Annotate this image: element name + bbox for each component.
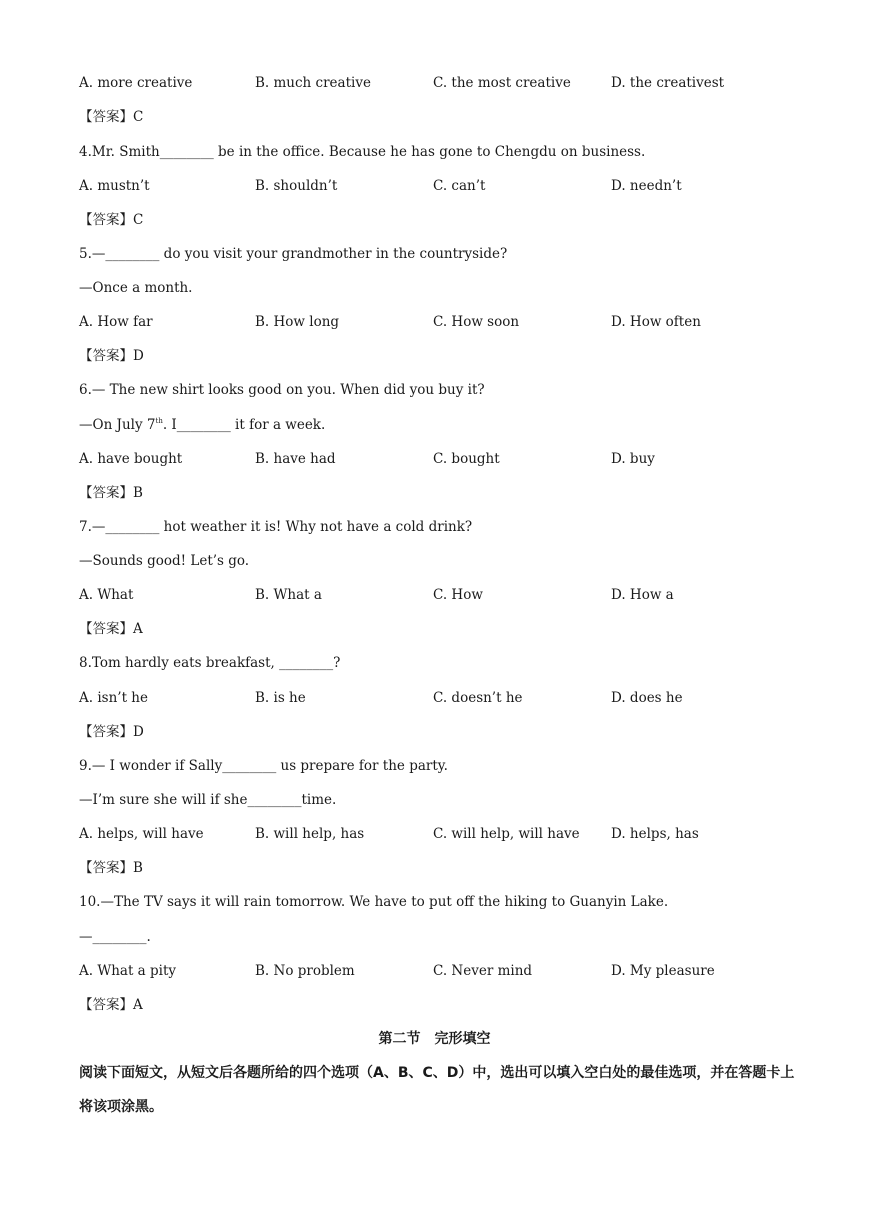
- q7-option-a: A. What: [79, 587, 134, 603]
- q9-answer: 【答案】B: [79, 860, 143, 876]
- q10-option-c: C. Never mind: [433, 963, 533, 979]
- q6-option-b: B. have had: [255, 451, 336, 467]
- q5-answer: 【答案】D: [79, 348, 144, 364]
- q3-option-c: C. the most creative: [433, 75, 571, 91]
- q3-option-a: A. more creative: [79, 75, 193, 91]
- q9-option-d: D. helps, has: [611, 826, 699, 842]
- q6-option-c: C. bought: [433, 451, 500, 467]
- q6-reply-after: . I________ it for a week.: [162, 417, 326, 433]
- q5-option-b: B. How long: [255, 314, 340, 330]
- q5-reply: —Once a month.: [79, 280, 193, 296]
- q5-option-d: D. How often: [611, 314, 701, 330]
- q7-option-c: C. How: [433, 587, 483, 603]
- q6-answer: 【答案】B: [79, 485, 143, 501]
- q4-option-d: D. needn’t: [611, 178, 682, 194]
- q3-answer: 【答案】C: [79, 109, 144, 125]
- q8-options: [79, 688, 819, 708]
- q5-options: [79, 312, 819, 332]
- q4-stem: 4.Mr. Smith________ be in the office. Because he has gone to Chengdu on business.: [79, 144, 646, 160]
- q10-answer: 【答案】A: [79, 997, 143, 1013]
- q7-option-d: D. How a: [611, 587, 674, 603]
- q9-option-b: B. will help, has: [255, 826, 365, 842]
- q9-options: [79, 824, 819, 844]
- q6-reply: [79, 415, 809, 435]
- section-title: 第二节 完形填空: [378, 1031, 491, 1047]
- q6-reply-before: —On July 7: [79, 417, 156, 433]
- q8-option-c: C. doesn’t he: [433, 690, 523, 706]
- section-instruction: 阅读下面短文，从短文后各题所给的四个选项（A、B、C、D）中，选出可以填入空白处的最佳选项，并在答题卡上将该项涂黑。: [79, 1065, 795, 1115]
- q9-option-a: A. helps, will have: [79, 826, 204, 842]
- q6-options: [79, 449, 819, 469]
- q10-stem: 10.—The TV says it will rain tomorrow. We have to put off the hiking to Guanyin Lake.: [79, 894, 669, 910]
- q5-stem: 5.—________ do you visit your grandmother in the countryside?: [79, 246, 508, 262]
- q10-option-b: B. No problem: [255, 963, 355, 979]
- q5-option-c: C. How soon: [433, 314, 520, 330]
- q7-reply: —Sounds good! Let’s go.: [79, 553, 250, 569]
- q6-option-d: D. buy: [611, 451, 655, 467]
- q6-stem: 6.— The new shirt looks good on you. When did you buy it?: [79, 382, 485, 398]
- q4-option-a: A. mustn’t: [79, 178, 150, 194]
- q9-reply: —I’m sure she will if she________time.: [79, 792, 337, 808]
- q10-option-d: D. My pleasure: [611, 963, 715, 979]
- q10-option-a: A. What a pity: [79, 963, 177, 979]
- q3-option-b: B. much creative: [255, 75, 371, 91]
- q7-options: [79, 585, 819, 605]
- q10-options: [79, 961, 819, 981]
- q4-options: [79, 176, 819, 196]
- q4-answer: 【答案】C: [79, 212, 144, 228]
- q6-reply-sup: th: [155, 417, 163, 425]
- q4-option-c: C. can’t: [433, 178, 486, 194]
- q9-stem: 9.— I wonder if Sally________ us prepare for the party.: [79, 758, 448, 774]
- q8-answer: 【答案】D: [79, 724, 144, 740]
- q7-answer: 【答案】A: [79, 621, 143, 637]
- q8-option-b: B. is he: [255, 690, 306, 706]
- q10-reply: —________.: [79, 929, 151, 945]
- q7-option-b: B. What a: [255, 587, 322, 603]
- q3-options: [79, 73, 819, 93]
- q7-stem: 7.—________ hot weather it is! Why not have a cold drink?: [79, 519, 473, 535]
- q8-option-a: A. isn’t he: [79, 690, 148, 706]
- q8-option-d: D. does he: [611, 690, 683, 706]
- q6-option-a: A. have bought: [79, 451, 183, 467]
- q9-option-c: C. will help, will have: [433, 826, 580, 842]
- q4-option-b: B. shouldn’t: [255, 178, 338, 194]
- q5-option-a: A. How far: [79, 314, 153, 330]
- q3-option-d: D. the creativest: [611, 75, 725, 91]
- q8-stem: 8.Tom hardly eats breakfast, ________?: [79, 655, 341, 671]
